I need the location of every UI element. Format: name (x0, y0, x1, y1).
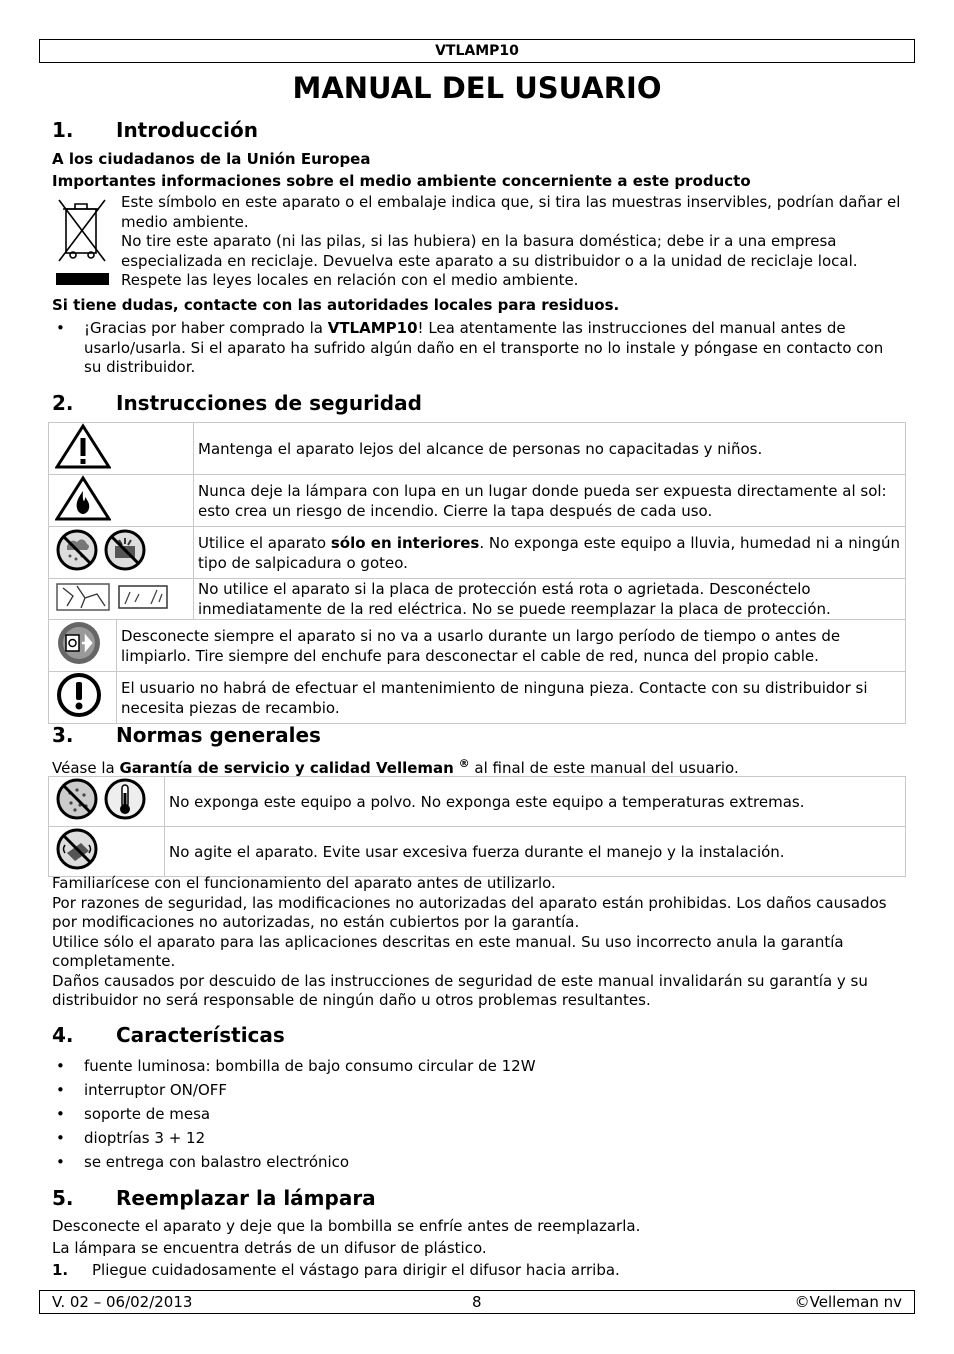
safety-row: Desconecte siempre el aparato si no va a usarlo durante un largo período de tiempo o antes de limpiarlo. Tire siempre del enchufe para desconectar el cable de red, nunca del propio cable. (49, 620, 906, 672)
step-number: 1. (52, 1261, 69, 1279)
general-row: No agite el aparato. Evite usar excesiva fuerza durante el manejo y la instalación. (49, 827, 906, 877)
section-4-heading: 4. Características (52, 1023, 285, 1047)
fire-hazard-icon (55, 475, 111, 526)
footer-version: V. 02 – 06/02/2013 (52, 1293, 193, 1311)
page-title: MANUAL DEL USUARIO (292, 71, 662, 105)
section-1-heading: 1. Introducción (52, 118, 258, 142)
no-shaking-icon (55, 827, 99, 876)
thermometer-icon (103, 777, 147, 826)
replace-text-1: Desconecte el aparato y deje que la bombilla se enfríe antes de reemplazarla. (52, 1217, 641, 1235)
cracked-plate-icon (55, 580, 111, 619)
weee-bin-icon (53, 195, 111, 287)
safety-row: Utilice el aparato sólo en interiores. No exponga este equipo a lluvia, humedad ni a ningún tipo de salpicadura o goteo. (49, 527, 906, 579)
header-model: VTLAMP10 (435, 43, 519, 59)
footer-copyright: ©Velleman nv (794, 1293, 902, 1311)
page-footer (39, 1290, 915, 1314)
replace-text-2: La lámpara se encuentra detrás de un difusor de plástico. (52, 1239, 487, 1257)
step-1: 1. Pliegue cuidadosamente el vástago para dirigir el difusor hacia arriba. (52, 1261, 620, 1279)
safety-row: Mantenga el aparato lejos del alcance de personas no capacitadas y niños. (49, 423, 906, 475)
weee-text: Este símbolo en este aparato o el embalaje indica que, si tira las muestras inservibles, podrían dañar el medio ambiente. No tire este aparato (ni las pilas, si las hubiera) en la basura doméstica; debe ir a una empresa especializada en reciclaje. Devuelva este aparato a su distribuidor o a la unidad de reciclaje local. Respete las leyes locales en relación con el medio ambiente. (121, 193, 901, 289)
doubt-note: Si tiene dudas, contacte con las autoridades locales para residuos. (52, 296, 620, 314)
safety-row: Nunca deje la lámpara con lupa en un lugar donde pueda ser expuesta directamente al sol: esto crea un riesgo de incendio. Cierre la tapa después de cada uso. (49, 475, 906, 527)
no-rain-icon (55, 528, 99, 577)
eu-citizens: A los ciudadanos de la Unión Europea (52, 150, 371, 168)
safety-row: No utilice el aparato si la placa de protección está rota o agrietada. Desconéctelo inmediatamente de la red eléctrica. No se puede reemplazar la placa de protección. (49, 579, 906, 620)
header-box (39, 39, 915, 63)
general-rules-table (48, 776, 906, 877)
section-3-heading: 3. Normas generales (52, 723, 321, 747)
general-row: No exponga este equipo a polvo. No exponga este equipo a temperaturas extremas. (49, 777, 906, 827)
no-dust-icon (55, 777, 99, 826)
env-info: Importantes informaciones sobre el medio ambiente concerniente a este producto (52, 172, 751, 190)
damaged-plate-icon (115, 580, 171, 619)
footer-page-number: 8 (472, 1293, 482, 1311)
section-2-heading: 2. Instrucciones de seguridad (52, 391, 422, 415)
warranty-reference: Véase la Garantía de servicio y calidad Velleman ® al final de este manual del usuario. (52, 757, 739, 777)
unplug-icon (55, 620, 103, 671)
section-5-heading: 5. Reemplazar la lámpara (52, 1186, 376, 1210)
safety-row: El usuario no habrá de efectuar el mantenimiento de ninguna pieza. Contacte con su distribuidor si necesita piezas de recambio. (49, 672, 906, 724)
warning-triangle-icon (55, 423, 111, 474)
no-splash-icon (103, 528, 147, 577)
general-text: Familiarícese con el funcionamiento del aparato antes de utilizarlo. Por razones de seguridad, las modificaciones no autorizadas del aparato están prohibidas. Los daños causados por modificaciones no autorizadas, no están cubiertos por la garantía. Utilice sólo el aparato para las aplicaciones descritas en este manual. Su uso incorrecto anula la garantía completamente. Daños causados por descuido de las instrucciones de seguridad de este manual invalidarán su garantía y su distribuidor no será responsable de ningún daño u otros problemas resultantes. (52, 874, 887, 1009)
safety-table (48, 422, 906, 724)
exclamation-circle-icon (55, 672, 103, 723)
